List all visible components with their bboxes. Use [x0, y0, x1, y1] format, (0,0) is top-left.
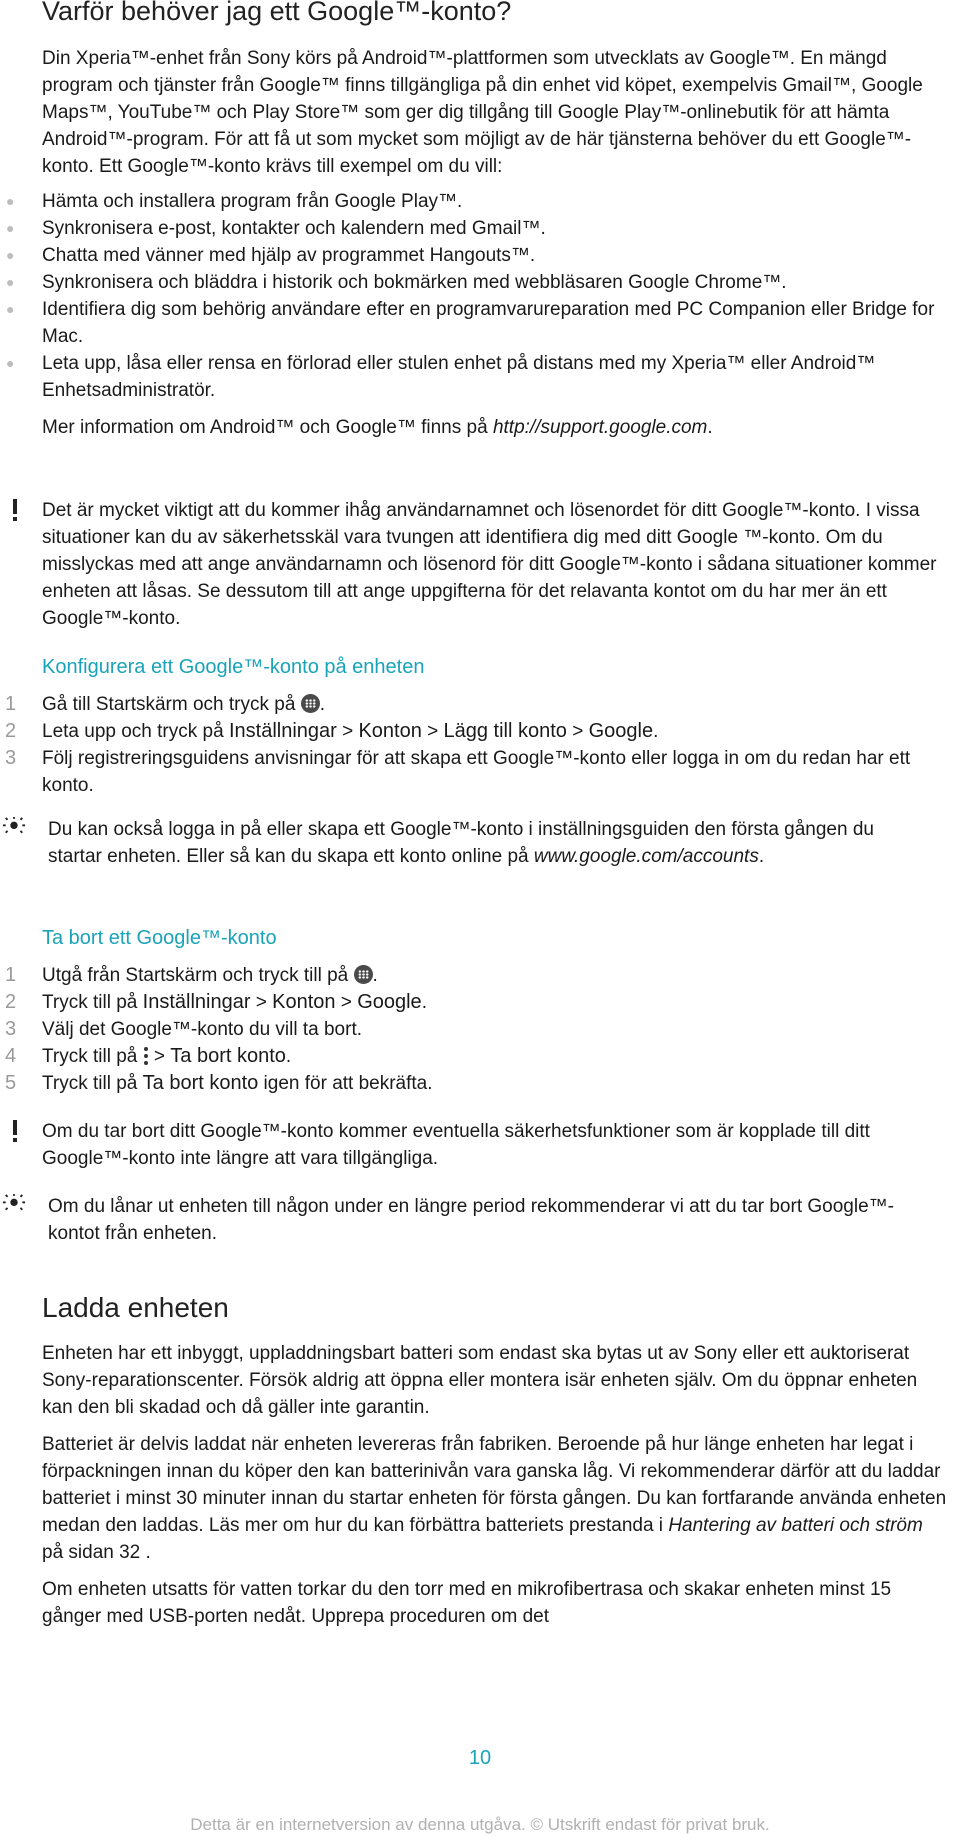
step-item: 1 Utgå från Startskärm och tryck till på . — [5, 964, 378, 986]
ui-remove-account: Ta bort konto — [142, 1072, 259, 1094]
subheading-configure: Konfigurera ett Google™-konto på enheten — [42, 656, 425, 678]
charge-paragraph: Batteriet är delvis laddat när enheten levereras från fabriken. Beroende på hur länge enheten har legat i förpackningen innan du köper den kan batterinivån vara ganska låg. Vi rekommenderar därför att du laddar batteriet i minst 30 minuter innan du startar enheten för första gången. Du kan fortfarande använda enheten medan den laddas. Läs mer om hur du kan förbättra batteriets prestanda i Hantering av batteri och ström på sidan 32 . — [42, 1434, 947, 1563]
charge-paragraph: Om enheten utsatts för vatten torkar du den torr med en mikrofibertrasa och skakar enheten minst 15 gånger med USB-porten nedåt. Upprepa proceduren om det — [42, 1579, 892, 1627]
configure-section — [5, 654, 947, 799]
bullet-icon: ● — [6, 274, 15, 290]
list-item: ● Synkronisera och bläddra i historik och bokmärken med webbläsaren Google Chrome™. — [42, 269, 947, 296]
list-item: ● Identifiera dig som behörig användare efter en programvarureparation med PC Companion eller Bridge for Mac. — [42, 296, 947, 350]
remove-steps — [5, 962, 947, 1097]
bullet-icon: ● — [6, 355, 15, 371]
step-item: 4 Tryck till på > Ta bort konto. — [5, 1045, 292, 1067]
subheading-remove: Ta bort ett Google™-konto — [42, 927, 277, 949]
tip-note: Du kan också logga in på eller skapa ett Google™-konto i inställningsguiden den första gången du startar enheten. Eller så kan du skapa ett konto online på www.google.com/accounts. — [48, 816, 918, 870]
exclamation-icon — [4, 1118, 28, 1145]
section-heading-google-account: Varför behöver jag ett Google™-konto? — [42, 0, 512, 26]
more-info-paragraph: Mer information om Android™ och Google™ finns på http://support.google.com. — [42, 417, 713, 438]
more-options-icon[interactable] — [143, 1046, 149, 1066]
ui-settings: Inställningar — [142, 991, 251, 1013]
list-item: ● Synkronisera e-post, kontakter och kalendern med Gmail™. — [42, 215, 947, 242]
ui-settings: Inställningar — [228, 720, 337, 742]
warning-note: Om du tar bort ditt Google™-konto kommer eventuella säkerhetsfunktioner som är kopplade till ditt Google™-konto inte längre att vara tillgängliga. — [42, 1118, 947, 1172]
lightbulb-icon — [2, 1193, 26, 1220]
apps-icon[interactable] — [354, 965, 373, 984]
warning-note: Det är mycket viktigt att du kommer ihåg användarnamnet och lösenordet för ditt Google™-konto. I vissa situationer kan du av säkerhetsskäl vara tvungen att identifiera dig med ditt Google ™-konto. Om du misslyckas med att ange användarnamn och lösenord för ditt Google™-konto i sådana situationer kommer enheten att låsas. Se dessutom till att ange uppgifterna för det relavanta kontot om du har mer än ett Google™-konto. — [42, 497, 947, 632]
step-item: 3 Välj det Google™-konto du vill ta bort. — [5, 1018, 363, 1040]
ui-add-account: Lägg till konto — [443, 720, 567, 742]
intro-section — [6, 45, 947, 441]
bullet-icon: ● — [6, 247, 15, 263]
list-item: ● Chatta med vänner med hjälp av programmet Hangouts™. — [42, 242, 947, 269]
tip-note: Om du lånar ut enheten till någon under en längre period rekommenderar vi att du tar bort Google™-kontot från enheten. — [48, 1193, 918, 1247]
step-item: 2 Leta upp och tryck på Inställningar > Konton > Lägg till konto > Google. — [5, 720, 659, 742]
ui-google: Google — [588, 720, 654, 742]
footer-note: Detta är en internetversion av denna utgåva. © Utskrift endast för privat bruk. — [190, 1815, 770, 1834]
charge-section — [42, 1290, 947, 1630]
remove-section — [5, 925, 947, 1097]
accounts-link[interactable]: www.google.com/accounts — [533, 846, 759, 867]
ui-accounts: Konton — [272, 991, 336, 1013]
intro-paragraph: Din Xperia™-enhet från Sony körs på Android™-plattformen som utvecklats av Google™. En mängd program och tjänster från Google™ finns tillgängliga på din enhet vid köpet, exempelvis Gmail™, Google Maps™, YouTube™ och Play Store™ som ger dig tillgång till Google Play™-onlinebutik för att hämta Android™-program. För att få ut som mycket som möjligt av de här tjänsterna behöver du ett Google™-konto. Ett Google™-konto krävs till exempel om du vill: — [42, 48, 923, 177]
bullet-icon: ● — [6, 193, 15, 209]
section-heading-charge: Ladda enheten — [42, 1292, 229, 1323]
list-item: ● Leta upp, låsa eller rensa en förlorad eller stulen enhet på distans med my Xperia™ eller Android™ Enhetsadministratör. — [42, 350, 947, 404]
configure-steps — [5, 691, 947, 799]
step-item: 1 Gå till Startskärm och tryck på . — [5, 693, 325, 715]
list-item: ● Hämta och installera program från Google Play™. — [42, 188, 947, 215]
support-link[interactable]: http://support.google.com — [492, 417, 708, 438]
page-number: 10 — [468, 1747, 492, 1769]
apps-icon[interactable] — [301, 694, 320, 713]
ui-google: Google — [357, 991, 422, 1013]
step-item: 2 Tryck till på Inställningar > Konton > Google. — [5, 991, 427, 1013]
lightbulb-icon — [2, 816, 26, 843]
ui-remove-account: Ta bort konto — [170, 1045, 286, 1067]
bullet-icon: ● — [6, 301, 15, 317]
ui-accounts: Konton — [358, 720, 422, 742]
battery-link[interactable]: Hantering av batteri och ström — [668, 1515, 923, 1536]
step-item: 5 Tryck till på Ta bort konto igen för att bekräfta. — [5, 1072, 433, 1094]
bullet-icon: ● — [6, 220, 15, 236]
exclamation-icon — [4, 497, 28, 524]
charge-paragraph: Enheten har ett inbyggt, uppladdningsbart batteri som endast ska bytas ut av Sony eller ett auktoriserat Sony-reparationscenter. Försök aldrig att öppna eller montera isär enheten själv. Om du öppnar enheten kan den bli skadad och då gäller inte garantin. — [42, 1343, 918, 1418]
requirements-list — [6, 188, 947, 404]
step-item: 3 Följ registreringsguidens anvisningar för att skapa ett Google™-konto eller logga in om du redan har ett konto. — [5, 747, 911, 796]
